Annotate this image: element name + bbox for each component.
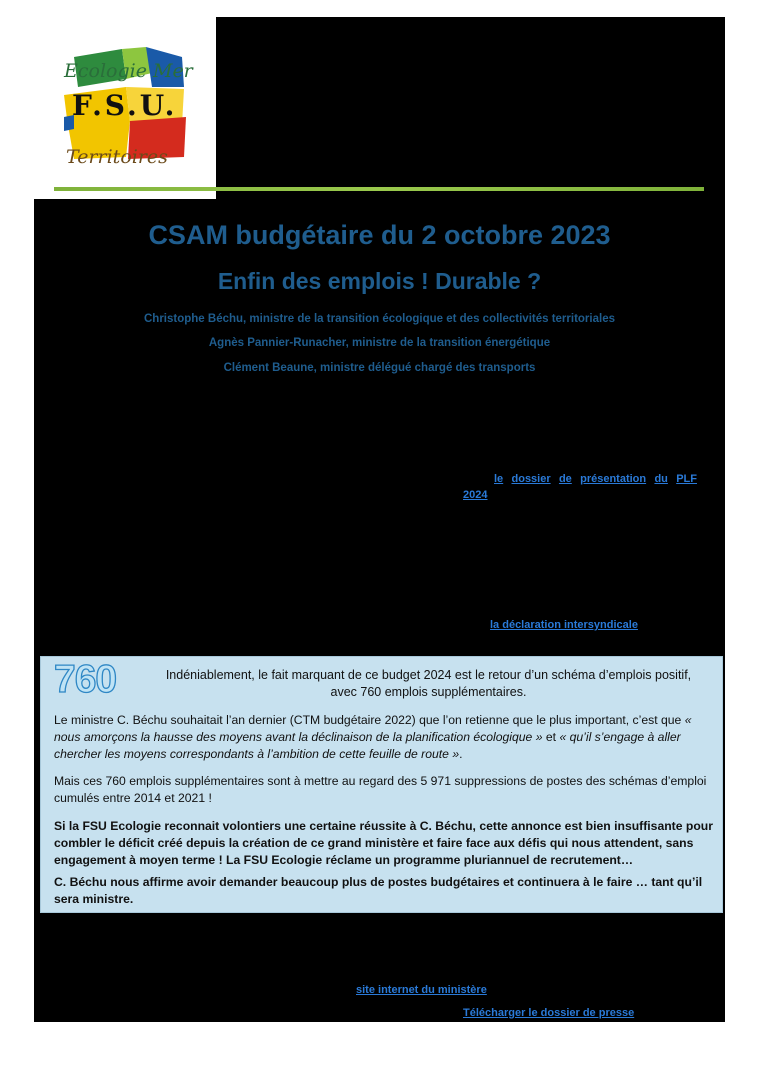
minister-line: Christophe Béchu, ministre de la transition écologique et des collectivités territoriales bbox=[144, 313, 615, 325]
page-subtitle: Enfin des emplois ! Durable ? bbox=[217, 268, 542, 294]
box-intro: Indéniablement, le fait marquant de ce budget 2024 est le retour d’un schéma d’emplois positif, avec 760 emplois supplémentaires. bbox=[165, 668, 692, 699]
fsu-logo bbox=[34, 17, 216, 199]
svg-text:Ecologie Mer: Ecologie Mer bbox=[64, 60, 193, 82]
page-title: CSAM budgétaire du 2 octobre 2023 bbox=[148, 220, 611, 250]
link-site-ministere[interactable]: site internet du ministère bbox=[356, 984, 487, 996]
fsu-logo-icon bbox=[34, 17, 216, 199]
link-declaration-intersyndicale[interactable]: la déclaration intersyndicale bbox=[490, 619, 638, 631]
link-dossier-presentation-cont[interactable]: 2024 bbox=[463, 489, 488, 501]
jobs-number: 760 bbox=[54, 658, 117, 701]
svg-text:F.S.U.: F.S.U. bbox=[72, 89, 178, 122]
svg-text:Territoires: Territoires bbox=[66, 146, 168, 168]
box-paragraph-bold: C. Béchu nous affirme avoir demander beaucoup plus de postes budgétaires et continuera à le faire … tant qu’il sera ministre. bbox=[54, 875, 703, 906]
info-box bbox=[40, 656, 723, 913]
header-divider bbox=[54, 187, 704, 191]
minister-line: Clément Beaune, ministre délégué chargé des transports bbox=[223, 362, 536, 374]
minister-line: Agnès Pannier-Runacher, ministre de la transition énergétique bbox=[208, 337, 551, 349]
box-paragraph: Mais ces 760 emplois supplémentaires sont à mettre au regard des 5 971 suppressions de postes des schémas d’emploi cumulés entre 2014 et 2021 ! bbox=[54, 774, 707, 805]
link-dossier-presentation[interactable]: le dossier de présentation du PLF bbox=[494, 473, 697, 485]
box-paragraph: Le ministre C. Béchu souhaitait l’an dernier (CTM budgétaire 2022) que l’on retienne que le plus important, c’est que « nous amorçons la hausse des moyens avant la déclinaison de la planification écologique » et « qu’il s’engage à aller chercher les moyens correspondants à l’ambition de cette feuille de route ». bbox=[54, 713, 692, 761]
box-paragraph-bold: Si la FSU Ecologie reconnait volontiers une certaine réussite à C. Béchu, cette annonce est bien insuffisante pour combler le déficit créé depuis la création de ce grand ministère et faire face aux défis qui nous attendent, sans engagement à moyen terme ! La FSU Ecologie réclame un programme pluriannuel de recrutement… bbox=[54, 819, 713, 867]
link-dossier-presse[interactable]: Télécharger le dossier de presse bbox=[463, 1007, 635, 1019]
